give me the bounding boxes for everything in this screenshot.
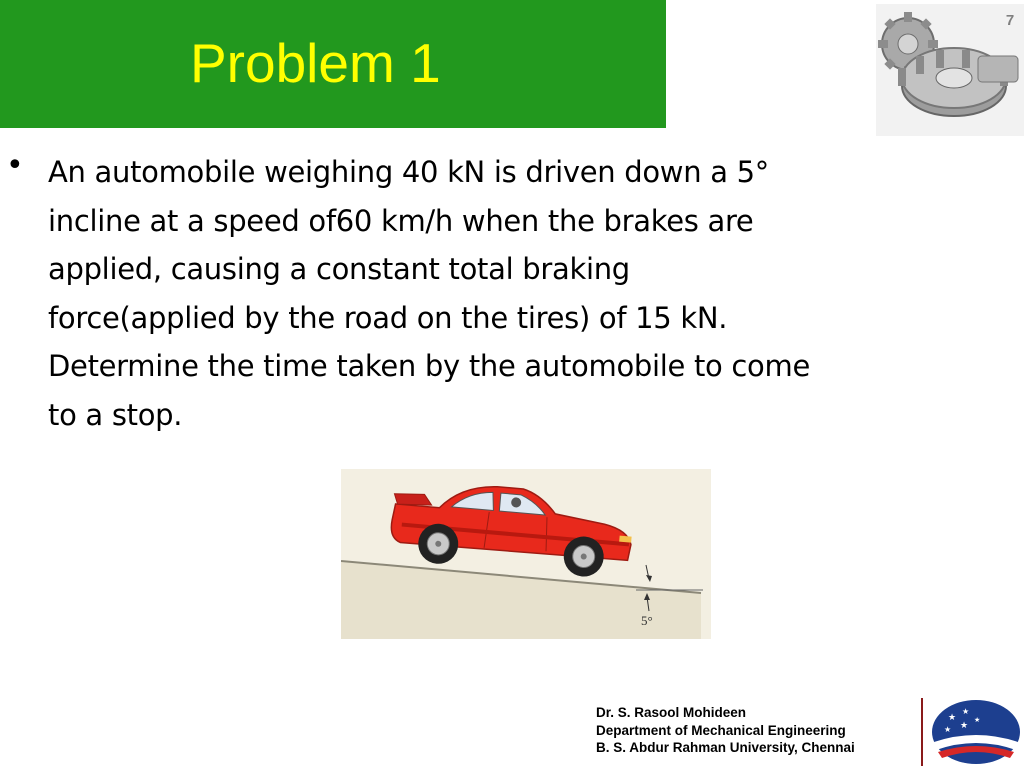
problem-line: force(applied by the road on the tires) of 15 kN.	[48, 300, 728, 335]
problem-line: incline at a speed of60 km/h when the brakes are	[48, 203, 754, 238]
svg-text:★: ★	[962, 707, 970, 716]
problem-statement	[48, 148, 938, 439]
footer-department: Department of Mechanical Engineering	[596, 722, 846, 738]
bullet-marker: •	[6, 148, 24, 183]
footer-divider	[921, 698, 923, 766]
title-bar	[0, 0, 666, 128]
svg-text:★: ★	[960, 721, 969, 731]
problem-line: Determine the time taken by the automobile to come	[48, 349, 810, 383]
problem-line: applied, causing a constant total braking	[48, 252, 630, 286]
angle-label: 5°	[641, 613, 653, 628]
footer-university: B. S. Abdur Rahman University, Chennai	[596, 740, 855, 755]
slide-title: Problem 1	[190, 32, 441, 94]
footer-credits	[596, 704, 855, 757]
svg-text:★: ★	[944, 725, 952, 734]
problem-line: to a stop.	[48, 397, 183, 432]
university-logo	[930, 698, 1022, 766]
car-on-incline-figure	[341, 469, 711, 639]
footer-author: Dr. S. Rasool Mohideen	[596, 705, 747, 720]
problem-line: An automobile weighing 40 kN is driven down a 5°	[48, 155, 769, 189]
slide-number: 7	[1005, 12, 1015, 29]
svg-text:★: ★	[948, 713, 957, 723]
svg-text:★: ★	[974, 716, 981, 724]
